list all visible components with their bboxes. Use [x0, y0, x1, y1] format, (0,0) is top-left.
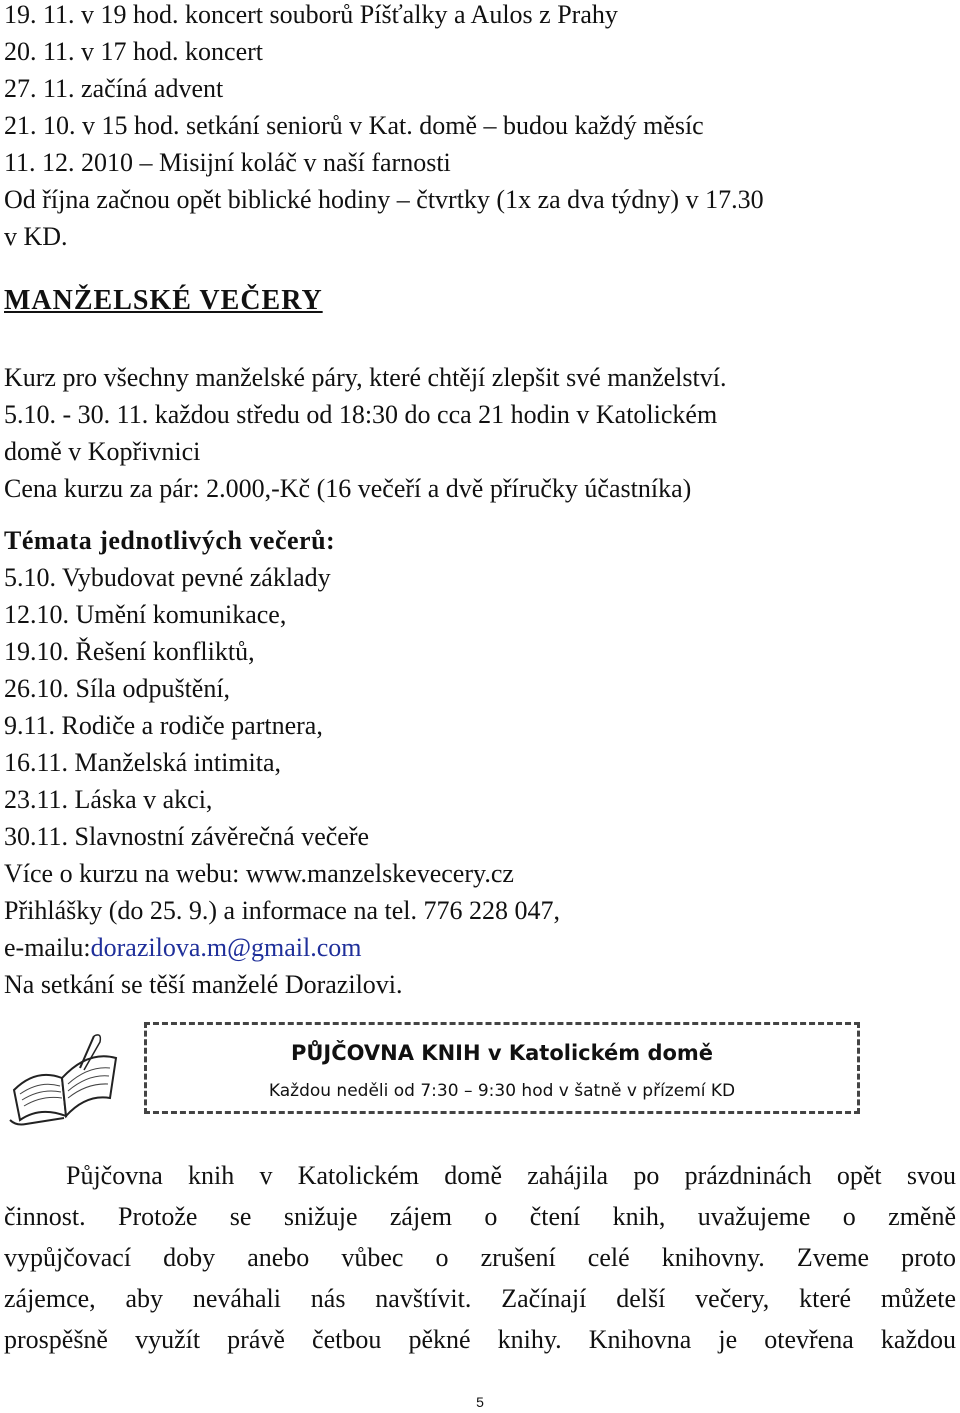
event-line-2: 20. 11. v 17 hod. koncert	[4, 37, 263, 66]
closing-line: Na setkání se těší manželé Dorazilovi.	[4, 970, 403, 999]
topic-item: 26.10. Síla odpuštění,	[4, 674, 231, 703]
web-line: Více o kurzu na webu: www.manzelskevecery.cz	[4, 859, 514, 888]
topic-item: 30.11. Slavnostní závěrečná večeře	[4, 822, 370, 851]
marriage-heading: MANŽELSKÉ VEČERY	[4, 285, 323, 316]
topics-heading: Témata jednotlivých večerů:	[4, 526, 336, 555]
library-box-title: PŮJČOVNA KNIH v Katolickém domě	[290, 1041, 714, 1065]
paragraph-line: zájemce, aby neváhali nás navštívit. Začínají delší večery, které můžete	[4, 1284, 956, 1313]
library-notice-box	[144, 1022, 860, 1114]
topic-item: 12.10. Umění komunikace,	[4, 600, 287, 629]
marriage-intro-3: domě v Kopřivnici	[4, 437, 201, 466]
open-book-icon	[6, 1028, 124, 1128]
event-line-5: 11. 12. 2010 – Misijní koláč v naší farnosti	[4, 148, 451, 177]
event-line-7: v KD.	[4, 222, 68, 251]
marriage-intro-4: Cena kurzu za pár: 2.000,-Kč (16 večeří a dvě příručky účastníka)	[4, 474, 692, 503]
event-line-6: Od října začnou opět biblické hodiny – čtvrtky (1x za dva týdny) v 17.30	[4, 185, 764, 214]
event-line-1: 19. 11. v 19 hod. koncert souborů Píšťalky a Aulos z Prahy	[4, 0, 618, 29]
email-line	[4, 929, 362, 966]
email-prefix: e-mailu:	[4, 933, 91, 962]
library-box-subtitle: Každou neděli od 7:30 – 9:30 hod v šatně v přízemí KD	[268, 1081, 736, 1101]
email-link[interactable]: dorazilova.m@gmail.com	[90, 933, 362, 962]
event-line-4: 21. 10. v 15 hod. setkání seniorů v Kat. domě – budou každý měsíc	[4, 111, 704, 140]
topic-item: 23.11. Láska v akci,	[4, 785, 213, 814]
paragraph-line: prospěšně využít právě četbou pěkné knihy. Knihovna je otevřena každou	[4, 1325, 956, 1354]
paragraph-line: vypůjčovací doby anebo vůbec o zrušení celé knihovny. Zveme proto	[4, 1243, 956, 1272]
topic-item: 5.10. Vybudovat pevné základy	[4, 563, 331, 592]
marriage-intro-2: 5.10. - 30. 11. každou středu od 18:30 do cca 21 hodin v Katolickém	[4, 400, 718, 429]
event-line-3: 27. 11. začíná advent	[4, 74, 224, 103]
paragraph-line: Půjčovna knih v Katolickém domě zahájila po prázdninách opět svou	[66, 1161, 956, 1190]
marriage-intro-1: Kurz pro všechny manželské páry, které chtějí zlepšit své manželství.	[4, 363, 727, 392]
library-paragraph	[4, 1155, 956, 1360]
topic-item: 9.11. Rodiče a rodiče partnera,	[4, 711, 323, 740]
page-number: 5	[476, 1394, 484, 1410]
topic-item: 16.11. Manželská intimita,	[4, 748, 282, 777]
topic-item: 19.10. Řešení konfliktů,	[4, 637, 255, 666]
paragraph-line: činnost. Protože se snižuje zájem o čtení knih, uvažujeme o změně	[4, 1202, 956, 1231]
signup-line: Přihlášky (do 25. 9.) a informace na tel. 776 228 047,	[4, 896, 560, 925]
